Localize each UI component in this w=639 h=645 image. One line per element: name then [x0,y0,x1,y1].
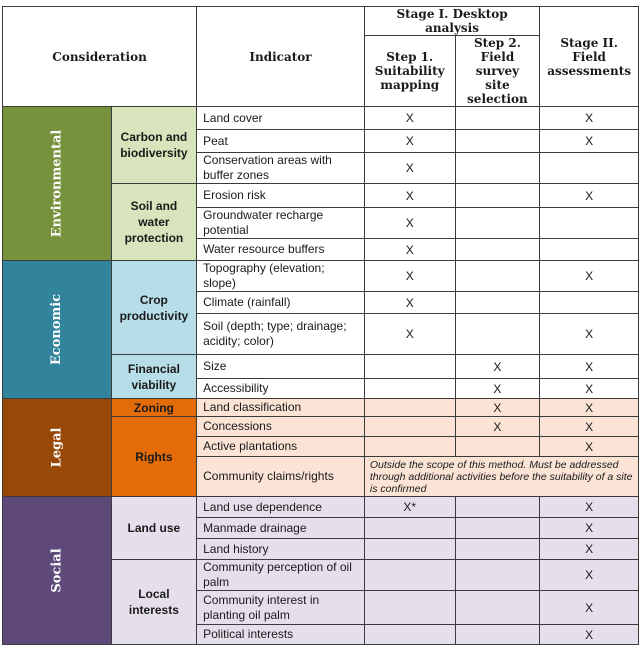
step1-cell: X [364,292,455,314]
step2-cell [455,518,540,539]
stage2-cell [540,239,639,261]
subcategory-carbon: Carbon and biodiversity [111,107,196,184]
step2-cell [455,539,540,560]
subcategory-rights: Rights [111,417,196,497]
step1-cell [364,518,455,539]
stage2-cell [540,153,639,184]
header-stage1: Stage I. Desktop analysis [364,7,539,36]
subcategory-soil-water: Soil and water protection [111,184,196,261]
step2-cell [455,130,540,153]
indicator-cell: Soil (depth; type; drainage; acidity; color) [197,314,365,355]
indicator-cell: Land cover [197,107,365,130]
stage2-cell: X [540,184,639,208]
step1-cell: X [364,184,455,208]
step1-cell: X [364,261,455,292]
indicator-cell: Land classification [197,399,365,417]
step2-cell [455,560,540,591]
header-step2: Step 2. Field survey site selection [455,36,540,107]
indicator-cell: Topography (elevation; slope) [197,261,365,292]
step2-cell [455,497,540,518]
stage2-cell [540,208,639,239]
step1-cell [364,355,455,379]
header-consideration: Consideration [3,7,197,107]
step2-cell: X [455,399,540,417]
indicator-cell: Community interest in planting oil palm [197,591,365,625]
header-indicator: Indicator [197,7,365,107]
subcategory-land-use: Land use [111,497,196,560]
stage2-cell: X [540,539,639,560]
step2-cell [455,107,540,130]
indicator-cell: Active plantations [197,437,365,457]
subcategory-financial: Financial viability [111,355,196,399]
step1-cell: X [364,208,455,239]
indicator-cell: Manmade drainage [197,518,365,539]
stage2-cell: X [540,417,639,437]
step1-cell [364,625,455,645]
step1-cell [364,417,455,437]
indicator-cell: Size [197,355,365,379]
stage2-cell: X [540,314,639,355]
step1-cell [364,560,455,591]
stage2-cell: X [540,497,639,518]
step1-cell [364,379,455,399]
stage2-cell: X [540,107,639,130]
header-stage2: Stage II. Field assessments [540,7,639,107]
header-step1: Step 1. Suitability mapping [364,36,455,107]
step1-cell: X [364,130,455,153]
table-row [3,399,639,417]
step1-cell: X [364,239,455,261]
step1-cell [364,539,455,560]
subcategory-crop: Crop productivity [111,261,196,355]
category-environmental: Environmental [3,107,112,261]
indicator-cell: Political interests [197,625,365,645]
step1-cell: X [364,153,455,184]
step1-cell [364,399,455,417]
step1-cell [364,591,455,625]
step2-cell [455,208,540,239]
category-social: Social [3,497,112,645]
step2-cell [455,239,540,261]
step2-cell [455,292,540,314]
step2-cell: X [455,379,540,399]
indicator-cell: Land use dependence [197,497,365,518]
stage2-cell: X [540,130,639,153]
step2-cell [455,314,540,355]
step1-cell: X* [364,497,455,518]
step2-cell: X [455,355,540,379]
step2-cell: X [455,417,540,437]
step2-cell [455,184,540,208]
indicator-cell: Land history [197,539,365,560]
indicator-cell: Conservation areas with buffer zones [197,153,365,184]
category-legal: Legal [3,399,112,497]
step1-cell [364,437,455,457]
indicator-cell: Erosion risk [197,184,365,208]
indicator-cell: Climate (rainfall) [197,292,365,314]
step2-cell [455,261,540,292]
stage2-cell: X [540,399,639,417]
stage2-cell [540,292,639,314]
stage2-cell: X [540,355,639,379]
stage2-cell: X [540,560,639,591]
step2-cell [455,437,540,457]
indicator-cell: Community claims/rights [197,457,365,497]
step2-cell [455,153,540,184]
step1-cell: X [364,107,455,130]
subcategory-local-interests: Local interests [111,560,196,645]
stage2-cell: X [540,518,639,539]
stage2-cell: X [540,261,639,292]
stage2-cell: X [540,625,639,645]
indicator-cell: Community perception of oil palm [197,560,365,591]
category-economic: Economic [3,261,112,399]
step2-cell [455,625,540,645]
indicator-cell: Peat [197,130,365,153]
step1-cell: X [364,314,455,355]
step2-cell [455,591,540,625]
stage2-cell: X [540,437,639,457]
indicator-cell: Groundwater recharge potential [197,208,365,239]
subcategory-zoning: Zoning [111,399,196,417]
stage2-cell: X [540,591,639,625]
stage2-cell: X [540,379,639,399]
table-row [3,261,639,292]
indicator-cell: Concessions [197,417,365,437]
out-of-scope-note: Outside the scope of this method. Must be addressed through additional activities before the suitability of a site is confirmed [364,457,638,497]
indicator-cell: Water resource buffers [197,239,365,261]
suitability-table [2,6,639,645]
indicator-cell: Accessibility [197,379,365,399]
table-row [3,497,639,518]
table-row [3,107,639,130]
